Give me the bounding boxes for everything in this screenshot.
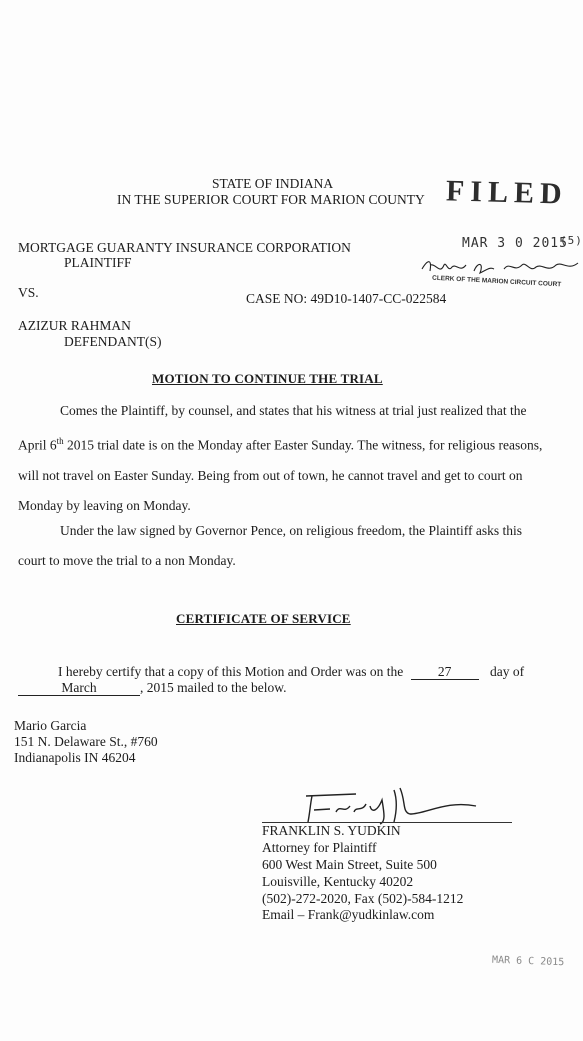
defendant-role: DEFENDANT(S): [64, 334, 162, 349]
state-heading: STATE OF INDIANA: [212, 176, 334, 191]
recipient-street: 151 N. Delaware St., #760: [14, 734, 158, 749]
certificate-line-1: I hereby certify that a copy of this Motion and Order was on the 27 day of: [58, 664, 525, 679]
attorney-street: 600 West Main Street, Suite 500: [262, 857, 437, 872]
attorney-email: Email – Frank@yudkinlaw.com: [262, 907, 435, 922]
motion-paragraph-1: Comes the Plaintiff, by counsel, and states that his witness at trial just realized that the April 6th 2015 trial date is on the Monday after Easter Sunday. The witness, for religious reasons, will not travel on Easter Sunday. Being from out of town, he cannot travel and get to court on Monday by leaving on Monday.: [18, 403, 543, 513]
attorney-city: Louisville, Kentucky 40202: [262, 874, 414, 889]
filed-stamp: FILED: [445, 174, 569, 211]
motion-paragraph-2: Under the law signed by Governor Pence, on religious freedom, the Plaintiff asks this court to move the trial to a non Monday.: [18, 523, 523, 568]
recipient-name: Mario Garcia: [14, 718, 87, 733]
certificate-title: CERTIFICATE OF SERVICE: [176, 611, 351, 626]
attorney-name: FRANKLIN S. YUDKIN: [262, 823, 401, 838]
clerk-caption: CLERK OF THE MARION CIRCUIT COURT: [431, 274, 562, 289]
defendant-name: AZIZUR RAHMAN: [18, 318, 131, 333]
certificate-day: 27: [411, 665, 479, 680]
stamp-mark: (5): [560, 234, 583, 247]
court-heading: IN THE SUPERIOR COURT FOR MARION COUNTY: [117, 192, 425, 207]
plaintiff-name: MORTGAGE GUARANTY INSURANCE CORPORATION: [18, 240, 351, 255]
certificate-month: March: [18, 681, 140, 696]
motion-title: MOTION TO CONTINUE THE TRIAL: [152, 371, 383, 386]
recipient-city: Indianapolis IN 46204: [14, 750, 136, 765]
certificate-line-2: March , 2015 mailed to the below.: [18, 680, 286, 696]
attorney-phone: (502)-272-2020, Fax (502)-584-1212: [262, 891, 464, 906]
attorney-signature: [296, 782, 486, 826]
plaintiff-role: PLAINTIFF: [64, 255, 132, 270]
attorney-title: Attorney for Plaintiff: [262, 840, 377, 855]
filed-date-stamp: MAR 3 0 2015: [462, 236, 568, 251]
versus-label: VS.: [18, 285, 39, 300]
case-number: CASE NO: 49D10-1407-CC-022584: [246, 291, 447, 306]
received-stamp: MAR 6 C 2015: [491, 954, 565, 969]
